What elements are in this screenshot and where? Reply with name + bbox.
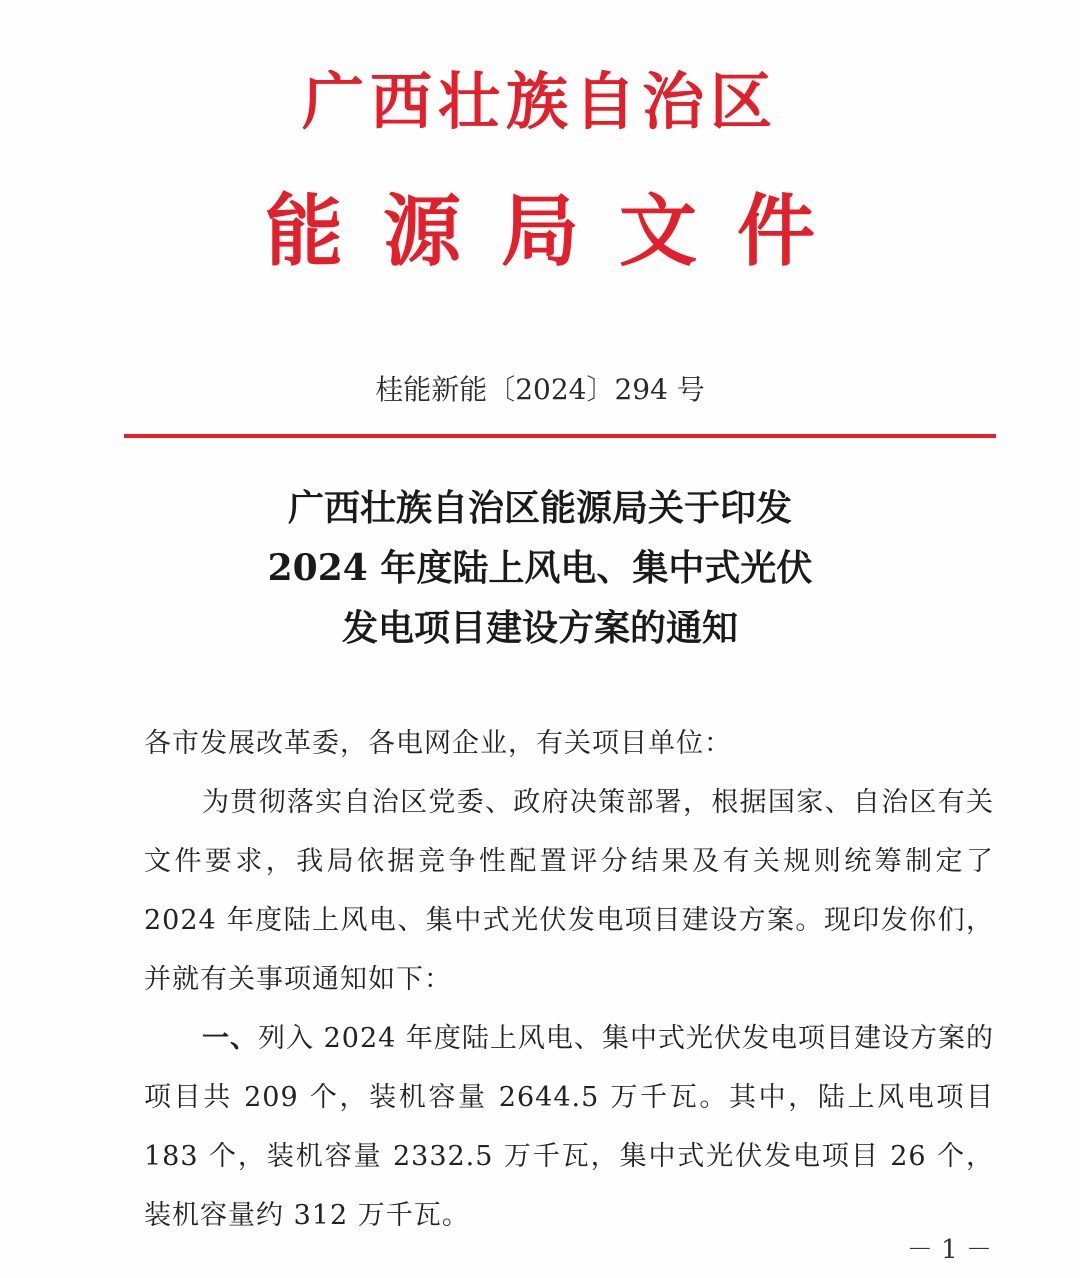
- salutation: 各市发展改革委，各电网企业，有关项目单位：: [144, 728, 732, 759]
- document-title: [0, 478, 1080, 658]
- paragraph-item-1: [144, 1009, 994, 1245]
- item-1-heading: 一、: [202, 1023, 259, 1054]
- document-body: [144, 714, 994, 1245]
- red-separator-line: [124, 434, 996, 438]
- document-type-heading: 能源局文件: [264, 186, 855, 277]
- issuing-organization: 广西壮族自治区: [301, 65, 778, 138]
- document-number: 桂能新能〔2024〕294 号: [375, 373, 705, 406]
- title-line-1: 广西壮族自治区能源局关于印发: [287, 487, 792, 529]
- paragraph-intro: 为贯彻落实自治区党委、政府决策部署，根据国家、自治区有关文件要求，我局依据竞争性配置评分结果及有关规则统筹制定了 2024 年度陆上风电、集中式光伏发电项目建设方案。现印发你们，并就有关事项通知如下：: [144, 787, 994, 995]
- item-1-text: 列入 2024 年度陆上风电、集中式光伏发电项目建设方案的项目共 209 个，装机容量 2644.5 万千瓦。其中，陆上风电项目 183 个，装机容量 2332.5 万千瓦，集中式光伏发电项目 26 个，装机容量约 312 万千瓦。: [144, 1023, 994, 1231]
- title-line-2: 2024 年度陆上风电、集中式光伏: [267, 547, 813, 589]
- page-number: － 1 －: [906, 1235, 992, 1265]
- title-line-3: 发电项目建设方案的通知: [341, 607, 738, 649]
